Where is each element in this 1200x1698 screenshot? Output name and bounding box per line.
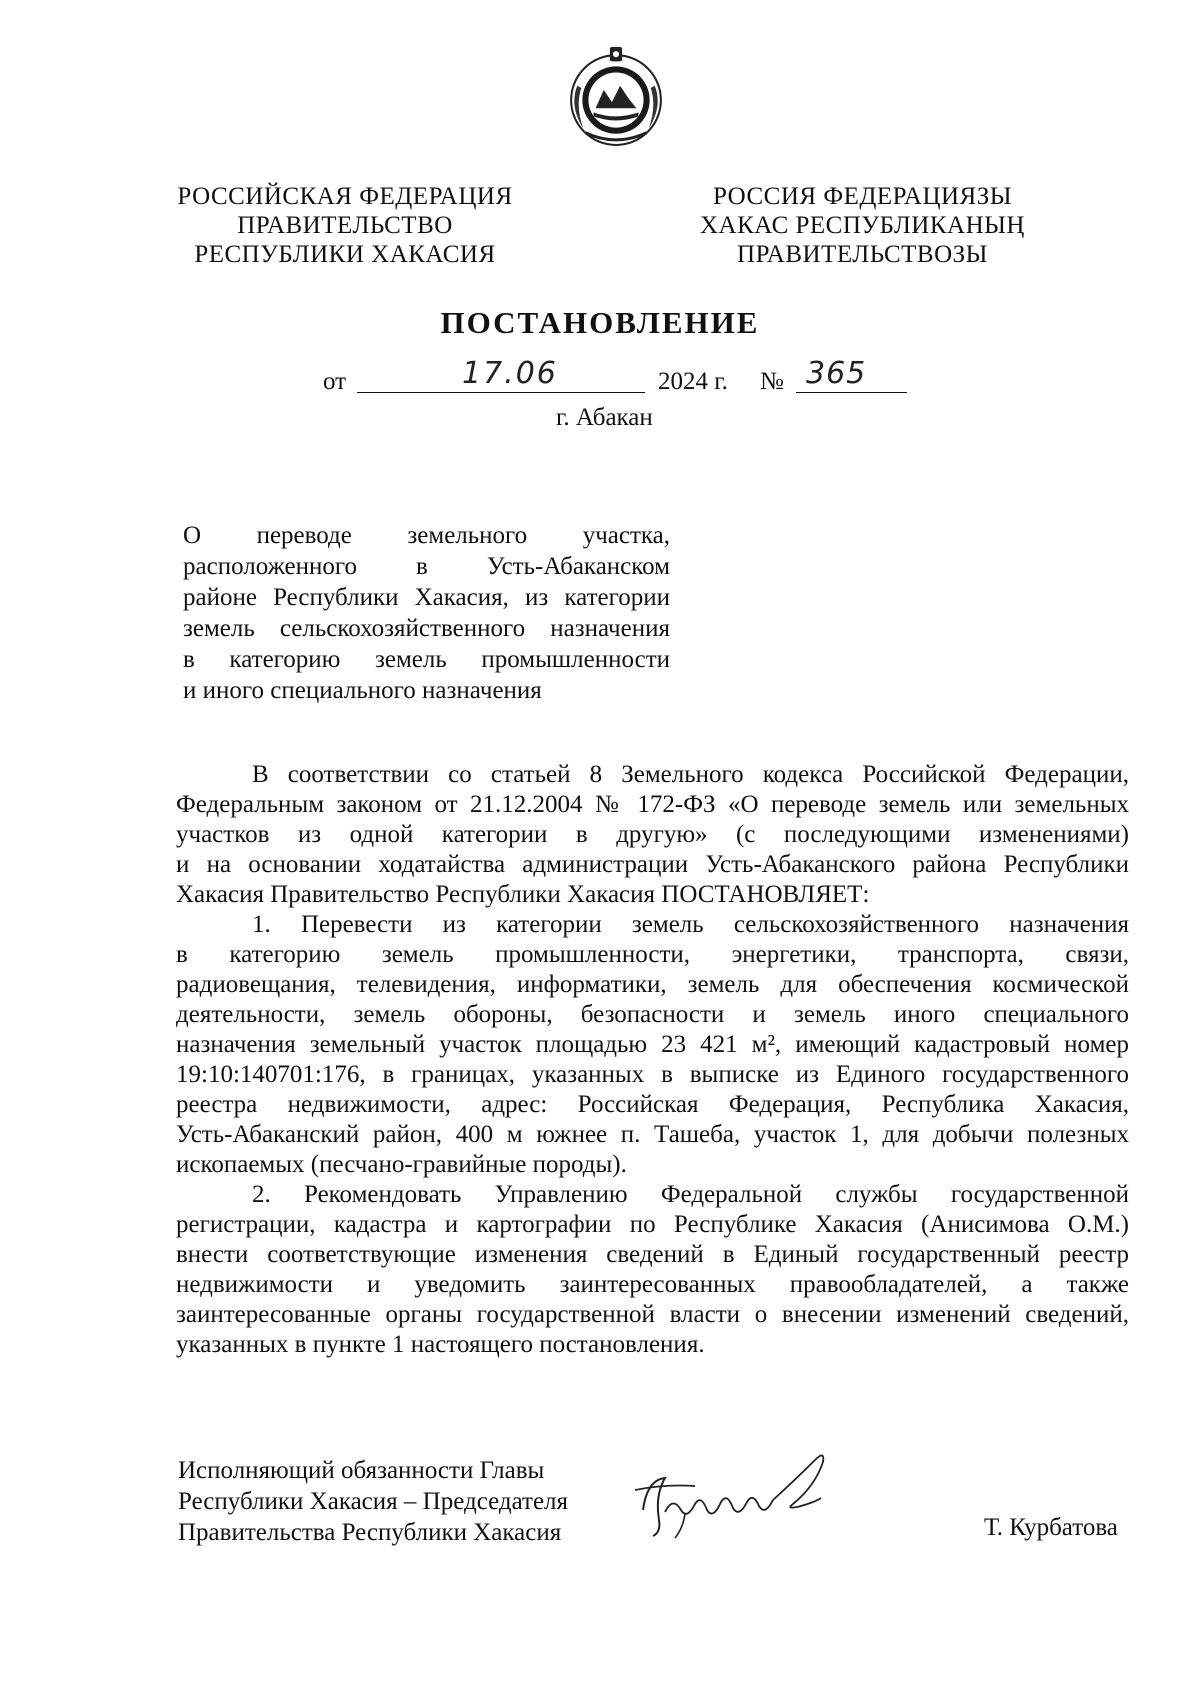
city-label: г. Абакан [556, 404, 653, 431]
body-text [176, 760, 1129, 1360]
signature-position-block [178, 1455, 568, 1548]
subject-line: в категорию земель промышленности [183, 646, 670, 673]
body-line: Усть-Абаканский район, 400 м южнее п. Ташеба, участок 1, для добычи полезных [176, 1121, 1129, 1148]
header-left-line: ПРАВИТЕЛЬСТВО [237, 212, 453, 239]
signer-name: Т. Курбатова [984, 1514, 1118, 1541]
body-line: недвижимости и уведомить заинтересованных правообладателей, а также [176, 1271, 1129, 1298]
body-line: В соответствии со статьей 8 Земельного кодекса Российской Федерации, [252, 761, 1129, 788]
date-number-line [0, 356, 1200, 408]
signature-position-line: Республики Хакасия – Председателя [178, 1488, 569, 1515]
signature-position-line: Правительства Республики Хакасия [178, 1519, 562, 1546]
header-right-block [680, 182, 1045, 269]
date-year: 2024 г. [658, 368, 728, 395]
body-line: Федеральным законом от 21.12.2004 № 172-ФЗ «О переводе земель или земельных [176, 791, 1129, 818]
handwritten-number: 365 [806, 356, 867, 391]
number-underline [796, 392, 907, 393]
subject-block [183, 520, 670, 706]
header-right-line: РОССИЯ ФЕДЕРАЦИЯЗЫ [712, 183, 1013, 210]
body-line: 19:10:140701:176, в границах, указанных в выписке из Единого государственного [176, 1061, 1129, 1088]
body-line: Хакасия Правительство Республики Хакасия ПОСТАНОВЛЯЕТ: [176, 881, 870, 908]
signature-position-line: Исполняющий обязанности Главы [178, 1457, 545, 1484]
body-line: регистрации, кадастра и картографии по Республике Хакасия (Анисимова О.М.) [176, 1211, 1129, 1238]
body-line: участков из одной категории в другую» (с последующими изменениями) [176, 821, 1129, 848]
header-left-line: РОССИЙСКАЯ ФЕДЕРАЦИЯ [177, 183, 513, 210]
body-line: внести соответствующие изменения сведений в Единый государственный реестр [176, 1241, 1129, 1268]
body-line: в категорию земель промышленности, энергетики, транспорта, связи, [176, 941, 1129, 968]
document-title: ПОСТАНОВЛЕНИЕ [440, 305, 760, 340]
subject-line: районе Республики Хакасия, из категории [183, 584, 670, 611]
date-from-label: от [323, 368, 347, 395]
date-underline [357, 392, 645, 393]
header-left-block [150, 182, 540, 269]
body-line: 1. Перевести из категории земель сельскохозяйственного назначения [252, 911, 1129, 938]
subject-line: расположенного в Усть-Абаканском [183, 553, 670, 580]
body-line: радиовещания, телевидения, информатики, земель для обеспечения космической [176, 971, 1129, 998]
header-left-line: РЕСПУБЛИКИ ХАКАСИЯ [194, 241, 496, 268]
subject-line: и иного специального назначения [183, 677, 542, 704]
body-line: и на основании ходатайства администрации Усть-Абаканского района Республики [176, 851, 1129, 878]
header-right-line: ХАКАС РЕСПУБЛИКАНЫҢ [699, 212, 1025, 239]
number-label: № [760, 368, 784, 395]
body-line: назначения земельный участок площадью 23 421 м², имеющий кадастровый номер [176, 1031, 1129, 1058]
handwritten-signature [625, 1440, 855, 1550]
subject-line: О переводе земельного участка, [183, 522, 670, 549]
handwritten-date: 17.06 [462, 356, 558, 391]
header-right-line: ПРАВИТЕЛЬСТВОЗЫ [737, 241, 988, 268]
body-line: 2. Рекомендовать Управлению Федеральной службы государственной [252, 1181, 1129, 1208]
body-line: заинтересованные органы государственной власти о внесении изменений сведений, [176, 1301, 1129, 1328]
body-line: ископаемых (песчано-гравийные породы). [176, 1151, 627, 1178]
body-line: деятельности, земель обороны, безопасности и земель иного специального [176, 1001, 1129, 1028]
coat-of-arms-icon [565, 45, 667, 147]
body-line: указанных в пункте 1 настоящего постановления. [176, 1331, 705, 1358]
subject-line: земель сельскохозяйственного назначения [183, 615, 670, 642]
body-line: реестра недвижимости, адрес: Российская Федерация, Республика Хакасия, [176, 1091, 1129, 1118]
